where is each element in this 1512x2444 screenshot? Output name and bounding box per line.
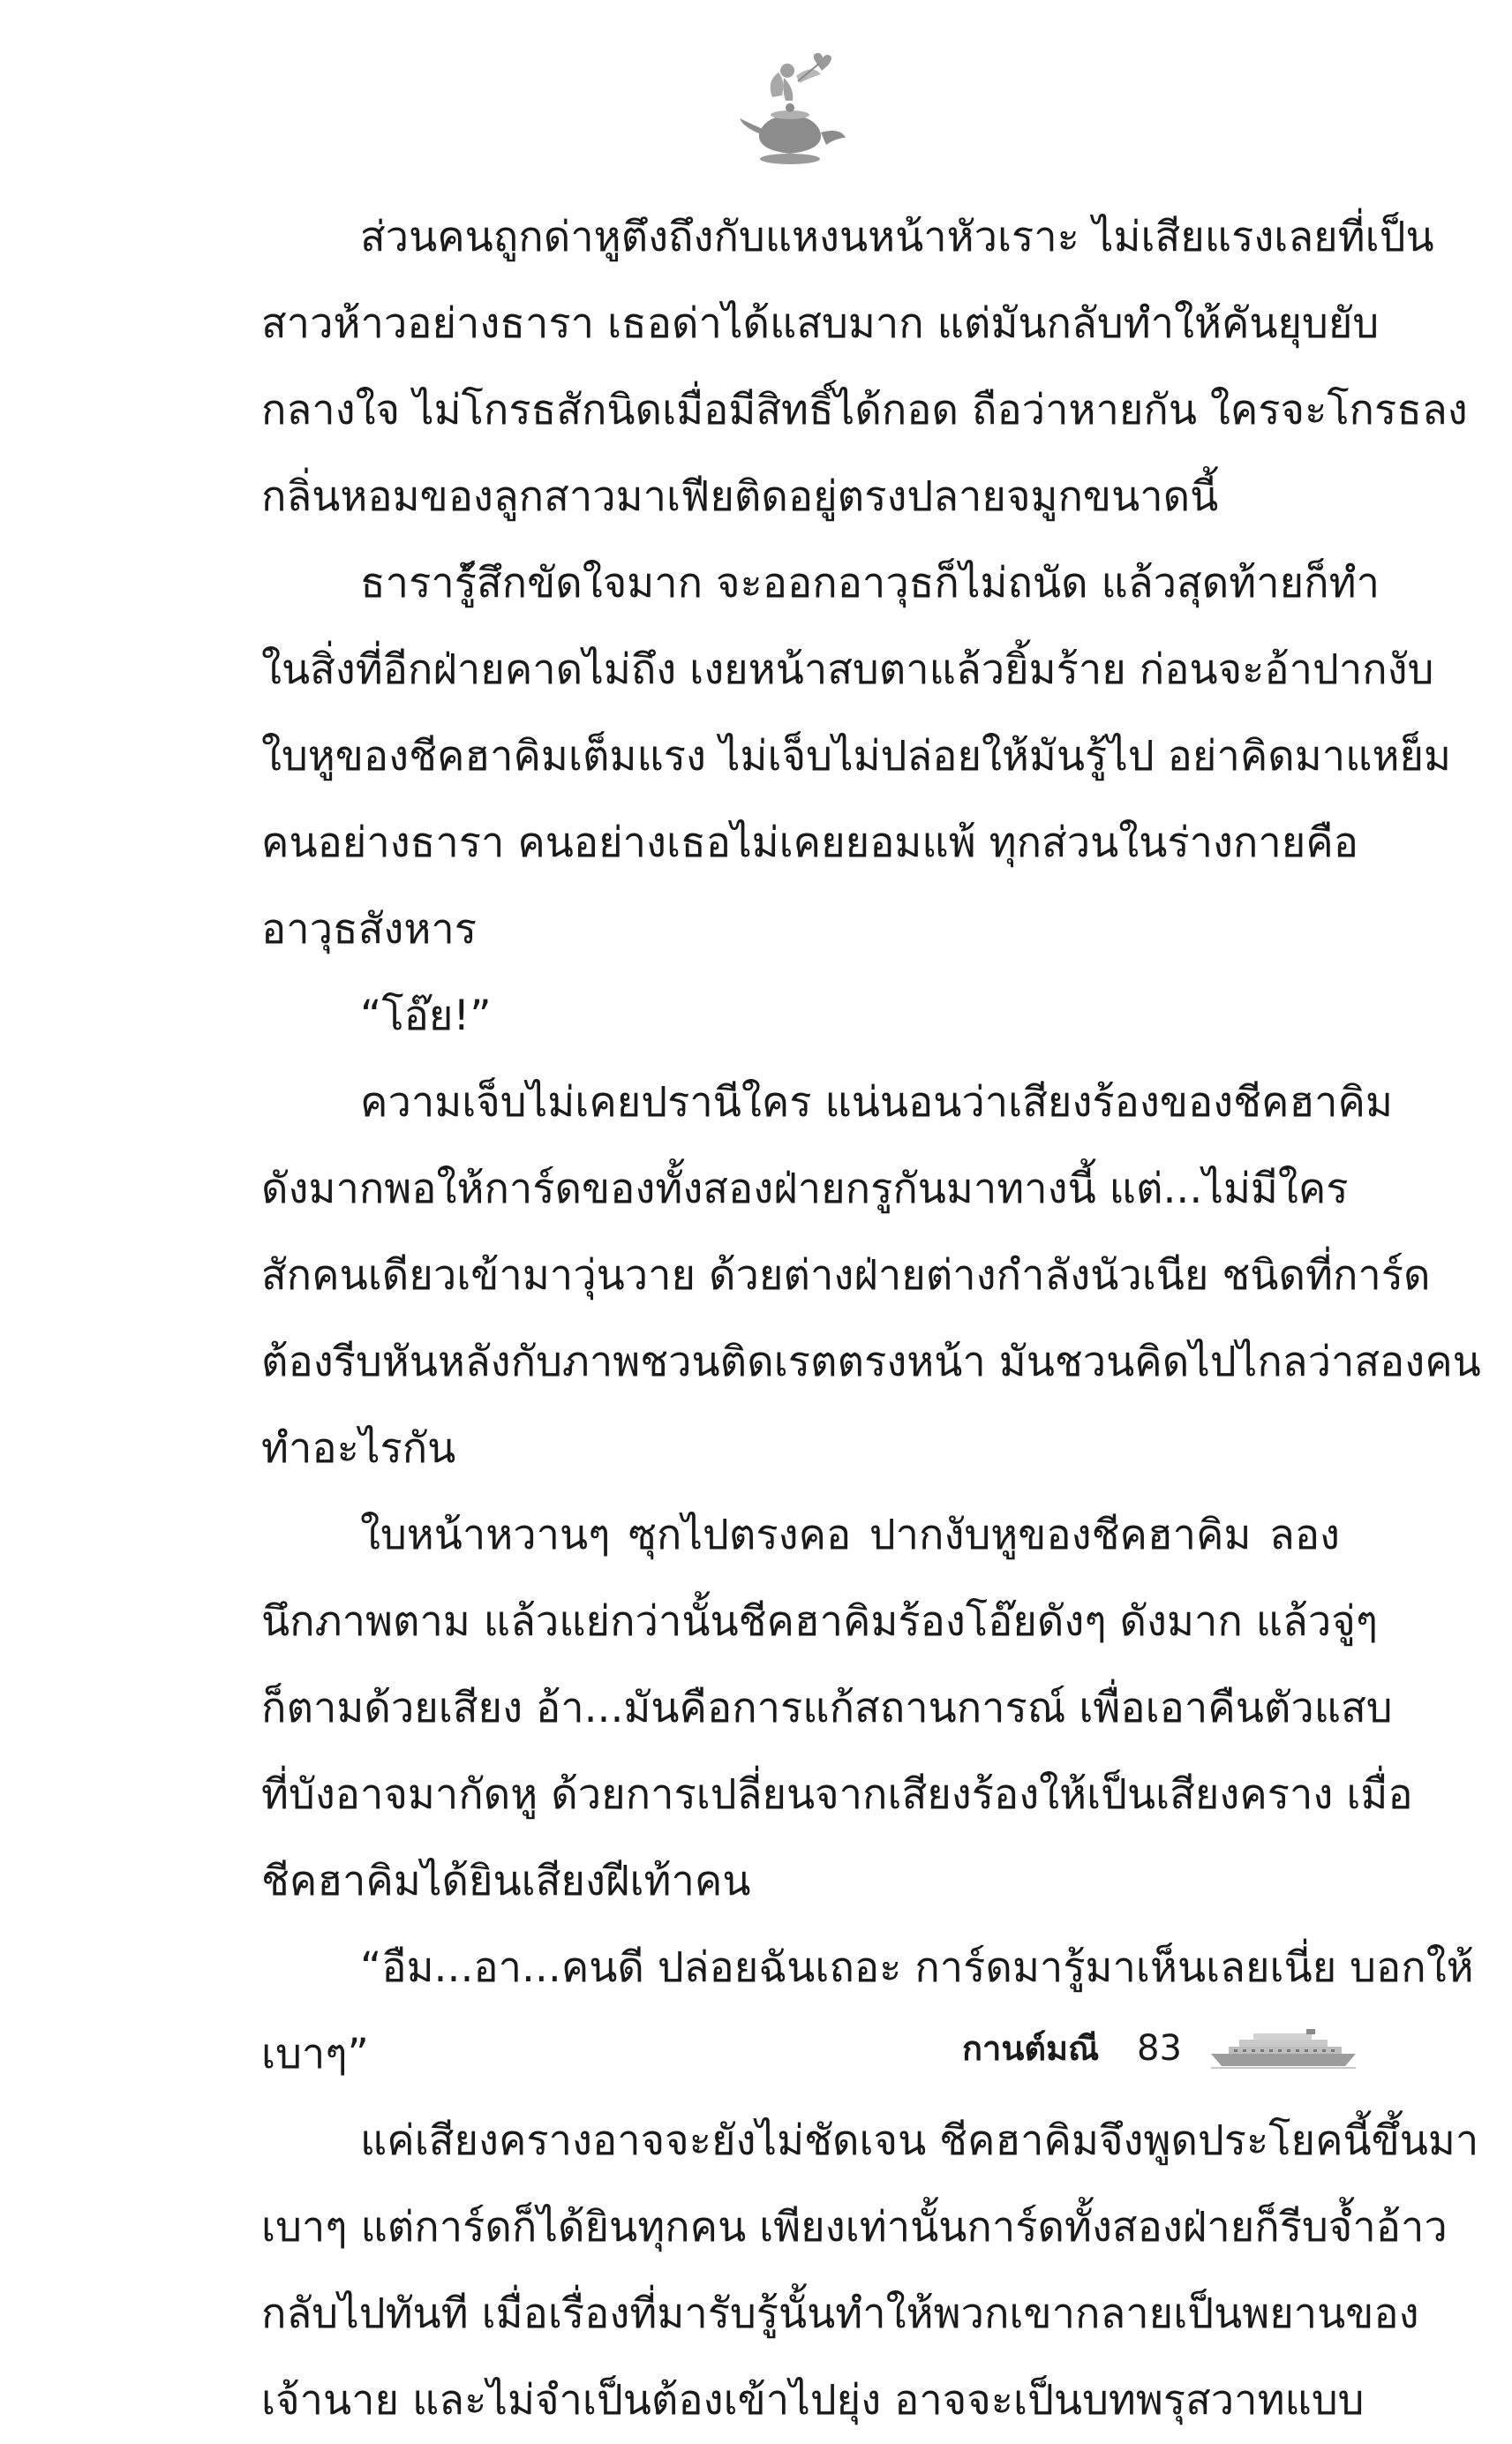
text-line: ต้องรีบหันหลังกับภาพชวนติดเรตตรงหน้า มันชวนคิดไปไกลว่าสองคน — [261, 1338, 1481, 1386]
text-line: เบาๆ แต่การ์ดก็ได้ยินทุกคน เพียงเท่านั้นการ์ดทั้งสองฝ่ายก็รีบจ้ำอ้าว — [261, 2203, 1448, 2252]
text-line: ชีคฮาคิมได้ยินเสียงฝีเท้าคน — [261, 1857, 751, 1905]
text-line: สักคนเดียวเข้ามาวุ่นวาย ด้วยต่างฝ่ายต่างกำลังนัวเนีย ชนิดที่การ์ด — [261, 1251, 1431, 1300]
text-line: กลางใจ ไม่โกรธสักนิดเมื่อมีสิทธิ์ได้กอด ถือว่าหายกัน ใครจะโกรธลง — [261, 386, 1468, 434]
text-line: กลับไปทันที เมื่อเรื่องที่มารับรู้นั้นทำให้พวกเขากลายเป็นพยานของ — [261, 2289, 1419, 2338]
text-line: นึกภาพตาม แล้วแย่กว่านั้นชีคฮาคิมร้องโอ๊ยดังๆ ดังมาก แล้วจู่ๆ — [261, 1597, 1379, 1646]
text-line: ที่บังอาจมากัดหู ด้วยการเปลี่ยนจากเสียงร้องให้เป็นเสียงคราง เมื่อ — [261, 1770, 1413, 1819]
book-title: กานต์มณี — [962, 2029, 1100, 2068]
text-line: ใบหูของชีคฮาคิมเต็มแรง ไม่เจ็บไม่ปล่อยให้มันรู้ไป อย่าคิดมาแหย็ม — [261, 732, 1451, 781]
text-line: “โอ๊ย!” — [360, 992, 492, 1040]
page-number: 83 — [1137, 2028, 1182, 2069]
text-line: สาวห้าวอย่างธารา เธอด่าได้แสบมาก แต่มันกลับทำให้คันยุบยับ — [261, 299, 1380, 348]
text-line: ใบหน้าหวานๆ ซุกไปตรงคอ ปากงับหูของชีคฮาคิม ลอง — [360, 1511, 1340, 1559]
text-line: แค่เสียงครางอาจจะยังไม่ชัดเจน ชีคฮาคิมจึงพูดประโยคนี้ขึ้นมา — [360, 2116, 1479, 2165]
text-line: เบาๆ” — [261, 2030, 369, 2078]
text-line: ธาราร์ู้สึกขัดใจมาก จะออกอาวุธก็ไม่ถนัด แล้วสุดท้ายก็ทำ — [360, 559, 1380, 607]
cruise-ship-icon — [1207, 2027, 1362, 2071]
text-line: กลิ่นหอมของลูกสาวมาเฟียติดอยู่ตรงปลายจมูกขนาดนี้ — [261, 472, 1219, 521]
text-line: ก็ตามด้วยเสียง อ้า...มันคือการแก้สถานการณ์ เพื่อเอาคืนตัวแสบ — [261, 1684, 1393, 1732]
text-line: ความเจ็บไม่เคยปรานีใคร แน่นอนว่าเสียงร้องของชีคฮาคิม — [360, 1078, 1393, 1127]
text-line: อาวุธสังหาร — [261, 905, 477, 954]
page-footer — [962, 2022, 1386, 2075]
body-text — [261, 194, 1481, 2444]
text-line: ส่วนคนถูกด่าหูตึงถึงกับแหงนหน้าหัวเราะ ไม่เสียแรงเลยที่เป็น — [360, 213, 1434, 261]
text-line: “อืม...อา...คนดี ปล่อยฉันเถอะ การ์ดมารู้มาเห็นเลยเนี่ย บอกให้ — [360, 1943, 1474, 1992]
text-line: ทำอะไรกัน — [261, 1424, 456, 1473]
text-line: เจ้านาย และไม่จำเป็นต้องเข้าไปยุ่ง อาจจะเป็นบทพรุสวาทแบบ — [261, 2376, 1365, 2425]
text-line: ในสิ่งที่อีกฝ่ายคาดไม่ถึง เงยหน้าสบตาแล้วยิ้มร้าย ก่อนจะอ้าปากงับ — [261, 645, 1434, 694]
teapot-cupid-icon — [724, 46, 856, 170]
text-line: ดังมากพอให้การ์ดของทั้งสองฝ่ายกรูกันมาทางนี้ แต่...ไม่มีใคร — [261, 1165, 1349, 1213]
text-line: คนอย่างธารา คนอย่างเธอไม่เคยยอมแพ้ ทุกส่วนในร่างกายคือ — [261, 818, 1358, 867]
